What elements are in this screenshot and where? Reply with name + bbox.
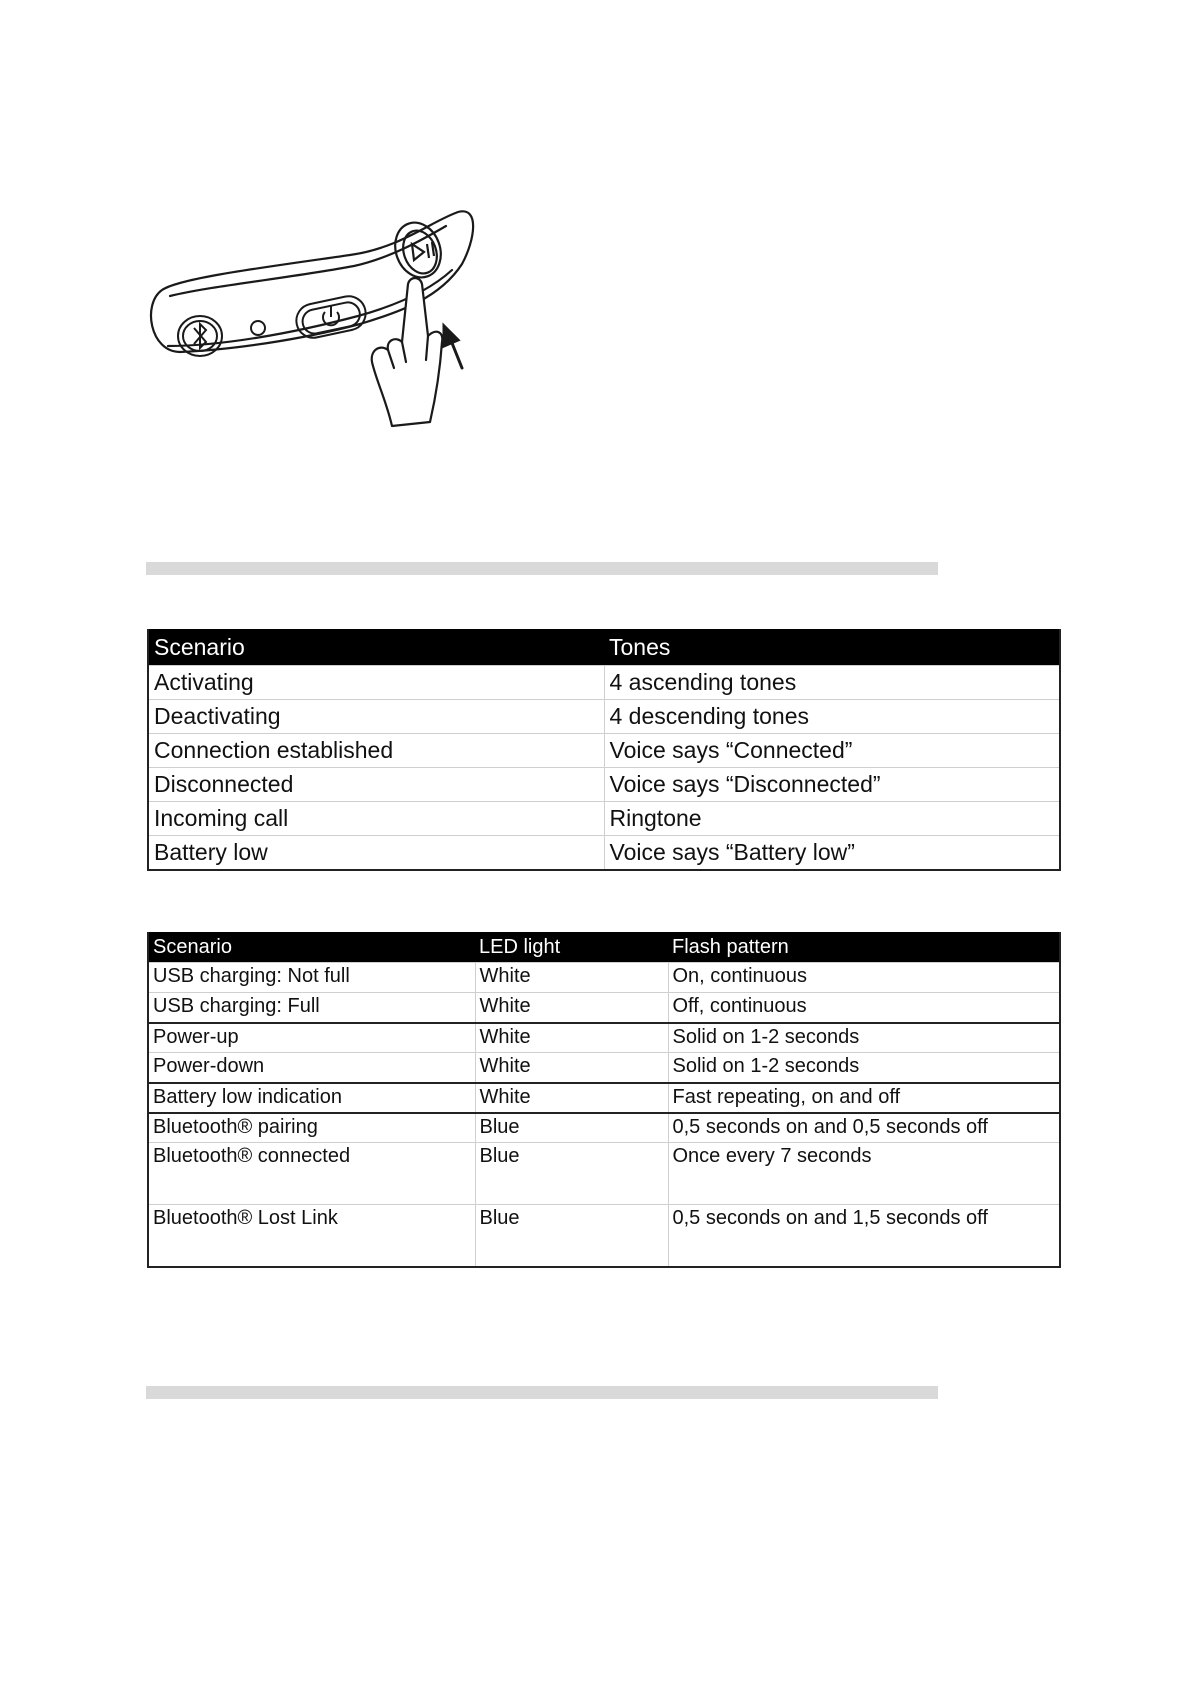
table-row [148, 802, 1060, 836]
scenario-cell: Bluetooth® Lost Link [148, 1205, 475, 1267]
flash-pattern-cell: Solid on 1-2 seconds [668, 1053, 1060, 1083]
led-color-cell: White [475, 993, 668, 1023]
section-divider-bar [146, 1386, 938, 1399]
led-color-cell: White [475, 1023, 668, 1053]
table-row [148, 836, 1060, 871]
flash-pattern-cell: On, continuous [668, 963, 1060, 993]
flash-pattern-cell: Solid on 1-2 seconds [668, 1023, 1060, 1053]
bluetooth-icon [178, 316, 222, 356]
table-row [148, 1053, 1060, 1083]
table-row [148, 1143, 1060, 1205]
led-table [147, 932, 1061, 1268]
tones-table [147, 629, 1061, 871]
table-header-row [148, 629, 1060, 666]
scenario-cell: Bluetooth® pairing [148, 1113, 475, 1143]
scenario-cell: Connection established [148, 734, 604, 768]
table-row [148, 963, 1060, 993]
scenario-cell: USB charging: Not full [148, 963, 475, 993]
scenario-cell: Battery low [148, 836, 604, 871]
scenario-cell: Power-down [148, 1053, 475, 1083]
table-row [148, 993, 1060, 1023]
pointing-hand-icon [372, 278, 443, 426]
scenario-cell: Battery low indication [148, 1083, 475, 1113]
led-color-cell: White [475, 1053, 668, 1083]
scenario-cell: Deactivating [148, 700, 604, 734]
scenario-cell: Power-up [148, 1023, 475, 1053]
tone-cell: Voice says “Disconnected” [604, 768, 1060, 802]
section-divider-bar [146, 562, 938, 575]
table-row [148, 700, 1060, 734]
led-indicator [251, 321, 265, 335]
device-illustration [140, 200, 520, 440]
column-header: Scenario [148, 629, 604, 666]
led-color-cell: White [475, 1083, 668, 1113]
play-pause-icon [388, 216, 448, 284]
flash-pattern-cell: Off, continuous [668, 993, 1060, 1023]
arrow-up-icon [444, 326, 462, 368]
led-color-cell: Blue [475, 1113, 668, 1143]
led-color-cell: Blue [475, 1143, 668, 1205]
table-row [148, 1023, 1060, 1053]
flash-pattern-cell: 0,5 seconds on and 0,5 seconds off [668, 1113, 1060, 1143]
column-header: LED light [475, 932, 668, 963]
scenario-cell: Bluetooth® connected [148, 1143, 475, 1205]
table-row [148, 768, 1060, 802]
flash-pattern-cell: 0,5 seconds on and 1,5 seconds off [668, 1205, 1060, 1267]
tone-cell: 4 descending tones [604, 700, 1060, 734]
table-row [148, 734, 1060, 768]
led-color-cell: White [475, 963, 668, 993]
scenario-cell: USB charging: Full [148, 993, 475, 1023]
tone-cell: Voice says “Connected” [604, 734, 1060, 768]
tone-cell: 4 ascending tones [604, 666, 1060, 700]
table-row [148, 666, 1060, 700]
tone-cell: Ringtone [604, 802, 1060, 836]
led-color-cell: Blue [475, 1205, 668, 1267]
table-row [148, 1083, 1060, 1113]
table-row [148, 1205, 1060, 1267]
table-row [148, 1113, 1060, 1143]
column-header: Tones [604, 629, 1060, 666]
flash-pattern-cell: Fast repeating, on and off [668, 1083, 1060, 1113]
table-header-row [148, 932, 1060, 963]
scenario-cell: Activating [148, 666, 604, 700]
scenario-cell: Incoming call [148, 802, 604, 836]
flash-pattern-cell: Once every 7 seconds [668, 1143, 1060, 1205]
column-header: Flash pattern [668, 932, 1060, 963]
scenario-cell: Disconnected [148, 768, 604, 802]
column-header: Scenario [148, 932, 475, 963]
tone-cell: Voice says “Battery low” [604, 836, 1060, 871]
